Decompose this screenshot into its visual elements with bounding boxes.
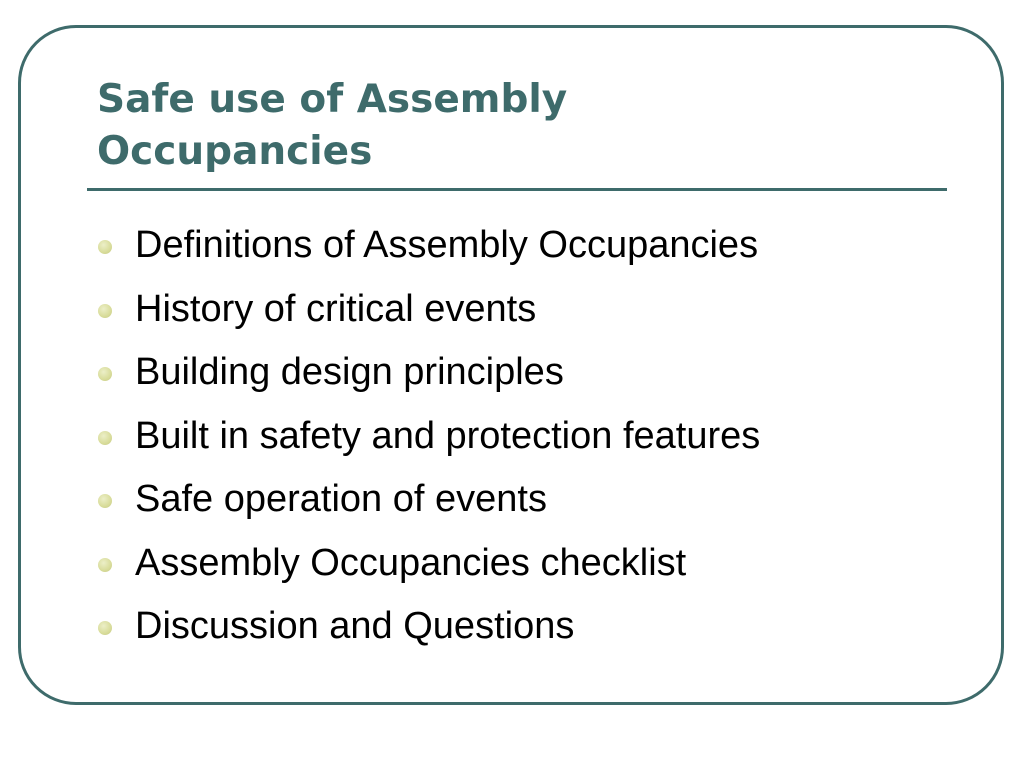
bullet-item-design-principles bbox=[98, 341, 958, 405]
slide-title-line-1: Safe use of Assembly bbox=[97, 77, 568, 122]
round-bullet-icon bbox=[98, 558, 112, 572]
bullet-text: Safe operation of events bbox=[135, 478, 547, 520]
slide-title-line-2: Occupancies bbox=[97, 129, 373, 174]
bullet-text: Assembly Occupancies checklist bbox=[135, 541, 687, 584]
bullet-text: Building design principles bbox=[135, 351, 564, 393]
bullet-text: Definitions of Assembly Occupancies bbox=[135, 224, 759, 266]
bullet-text: Discussion and Questions bbox=[135, 605, 575, 647]
round-bullet-icon bbox=[98, 304, 112, 318]
bullet-item-safety-features bbox=[98, 405, 958, 469]
round-bullet-icon bbox=[98, 367, 112, 381]
round-bullet-icon bbox=[98, 621, 112, 635]
bullet-text: History of critical events bbox=[135, 287, 537, 330]
round-bullet-icon bbox=[98, 431, 112, 445]
bullet-item-checklist bbox=[98, 532, 958, 596]
title-divider bbox=[87, 188, 947, 191]
bullet-list bbox=[98, 214, 958, 659]
round-bullet-icon bbox=[98, 240, 112, 254]
bullet-item-discussion bbox=[98, 595, 958, 659]
slide-title bbox=[97, 74, 927, 178]
bullet-text: Built in safety and protection features bbox=[135, 414, 761, 457]
bullet-item-safe-operation bbox=[98, 468, 958, 532]
bullet-item-history bbox=[98, 278, 958, 342]
round-bullet-icon bbox=[98, 494, 112, 508]
bullet-item-definitions bbox=[98, 214, 958, 278]
